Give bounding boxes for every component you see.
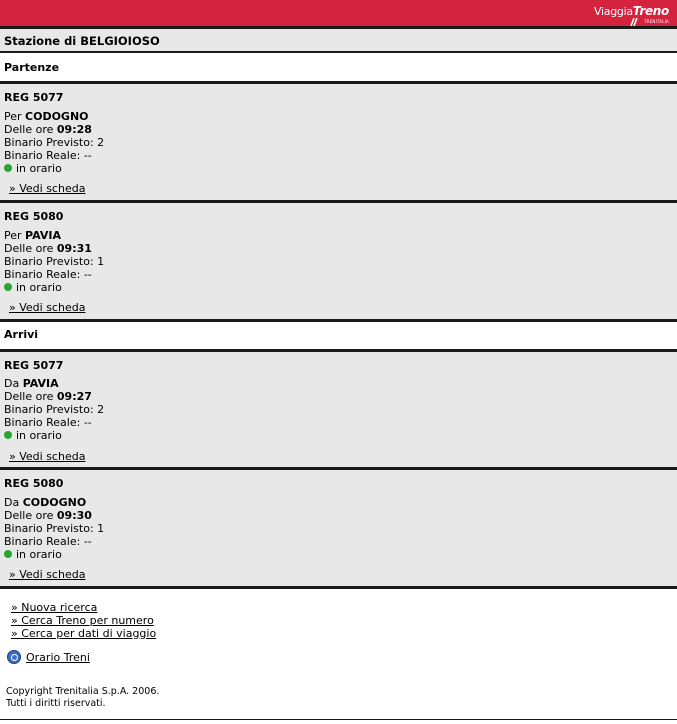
- copyright: Copyright Trenitalia S.p.A. 2006. Tutti i diritti riservati.: [6, 686, 160, 709]
- station-header: [0, 29, 677, 51]
- header-bar: [0, 0, 677, 26]
- departure-card: [0, 203, 677, 319]
- status-dot-icon: [4, 164, 12, 172]
- train-status: in orario: [4, 429, 62, 442]
- train-status: in orario: [4, 548, 62, 561]
- train-time: Delle ore 09:30: [4, 509, 92, 522]
- train-destination: Per PAVIA: [4, 229, 61, 242]
- real-platform: Binario Reale: --: [4, 535, 92, 548]
- departures-heading: [0, 53, 677, 81]
- train-code: REG 5077: [4, 91, 64, 104]
- viaggiatreno-logo[interactable]: [587, 2, 669, 26]
- search-globe-icon[interactable]: [7, 650, 21, 664]
- real-platform: Binario Reale: --: [4, 268, 92, 281]
- train-code: REG 5080: [4, 210, 64, 223]
- search-by-number-link[interactable]: » Cerca Treno per numero: [11, 614, 154, 627]
- planned-platform: Binario Previsto: 1: [4, 255, 105, 268]
- search-links: [11, 601, 156, 640]
- planned-platform: Binario Previsto: 2: [4, 403, 105, 416]
- train-destination: Per CODOGNO: [4, 110, 89, 123]
- train-status: in orario: [4, 162, 62, 175]
- divider: [0, 719, 677, 720]
- arrivals-heading: [0, 322, 677, 349]
- train-time: Delle ore 09:27: [4, 390, 92, 403]
- divider: [0, 586, 677, 589]
- train-code: REG 5080: [4, 477, 64, 490]
- arrival-card: [0, 352, 677, 467]
- status-dot-icon: [4, 431, 12, 439]
- vedi-scheda-link[interactable]: » Vedi scheda: [9, 450, 86, 463]
- vedi-scheda-link[interactable]: » Vedi scheda: [9, 182, 86, 195]
- search-by-trip-link[interactable]: » Cerca per dati di viaggio: [11, 627, 157, 640]
- vedi-scheda-link[interactable]: » Vedi scheda: [9, 301, 86, 314]
- status-dot-icon: [4, 550, 12, 558]
- logo-wordmark: ViaggiaTreno: [594, 4, 669, 18]
- real-platform: Binario Reale: --: [4, 416, 92, 429]
- real-platform: Binario Reale: --: [4, 149, 92, 162]
- train-status: in orario: [4, 281, 62, 294]
- train-origin: Da PAVIA: [4, 377, 59, 390]
- orario-treni-link[interactable]: Orario Treni: [26, 651, 90, 664]
- train-code: REG 5077: [4, 359, 64, 372]
- arrival-card: [0, 470, 677, 586]
- logo-subtitle: TRENITALIA: [644, 19, 669, 24]
- trenitalia-mark-icon: [629, 17, 639, 26]
- planned-platform: Binario Previsto: 2: [4, 136, 105, 149]
- status-dot-icon: [4, 283, 12, 291]
- planned-platform: Binario Previsto: 1: [4, 522, 105, 535]
- train-time: Delle ore 09:28: [4, 123, 92, 136]
- section-title: Partenze: [4, 61, 60, 74]
- train-origin: Da CODOGNO: [4, 496, 87, 509]
- station-title: Stazione di BELGIOIOSO: [4, 34, 160, 48]
- departure-card: [0, 84, 677, 200]
- orario-treni: [7, 650, 90, 664]
- section-title: Arrivi: [4, 328, 39, 341]
- new-search-link[interactable]: » Nuova ricerca: [11, 601, 98, 614]
- train-time: Delle ore 09:31: [4, 242, 92, 255]
- vedi-scheda-link[interactable]: » Vedi scheda: [9, 568, 86, 581]
